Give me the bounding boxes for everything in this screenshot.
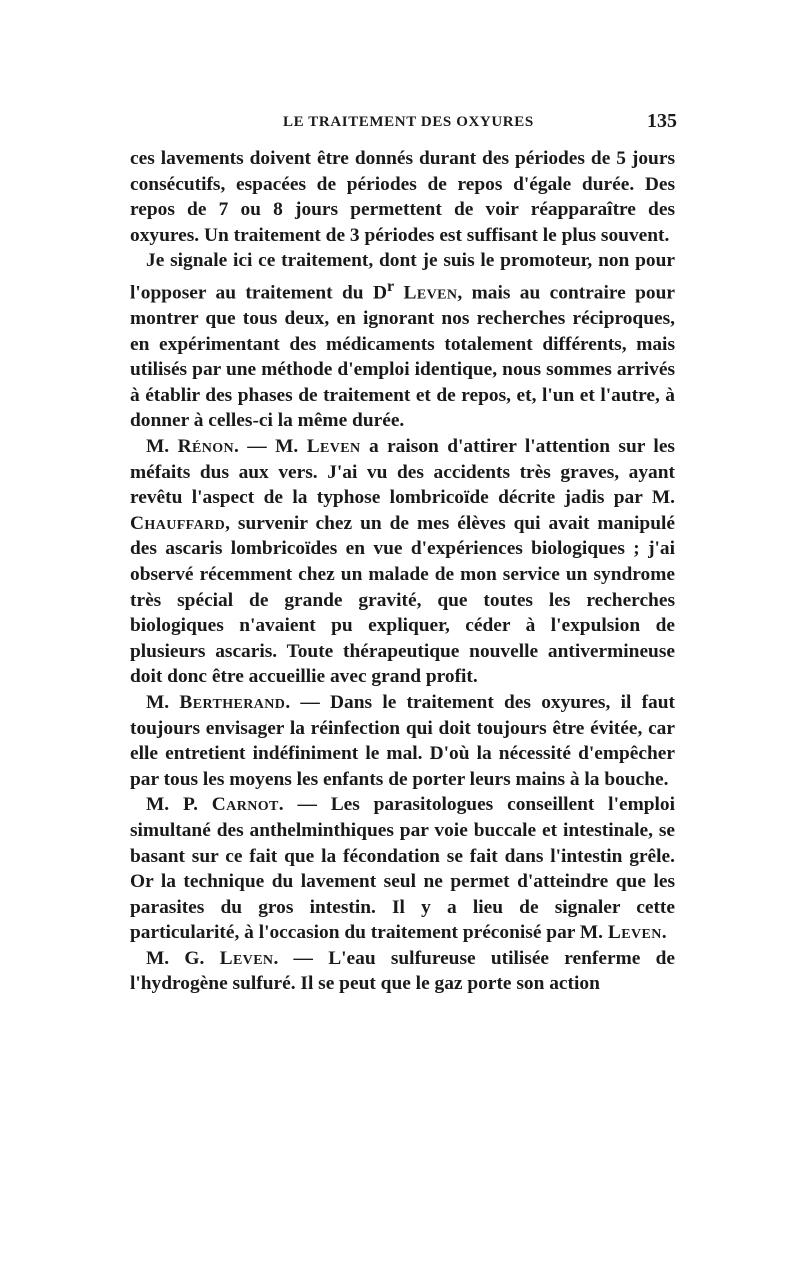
paragraph-6-text: . — L'eau sulfureuse utilisée renferme de l'hydrogène sulfuré. Il se peut que le gaz porte son action [130, 947, 675, 995]
paragraph-5-text-a: . — Les parasitologues conseillent l'emploi simultané des anthelminthiques par voie buccale et intestinale, se basant sur ce fait que la fécondation se fait dans l'intestin grêle. Or la technique du lavement seul ne permet d'atteindre que les parasites du gros intestin. Il y a lieu de signaler cette particularité, à l'occasion du traitement préconisé par M. [130, 794, 675, 944]
paragraph-6 [130, 946, 675, 997]
paragraph-2-text-a: Je signale ici ce traitement, dont je suis le promoteur, non pour l'opposer au traitement du D [130, 250, 675, 304]
running-title: LE TRAITEMENT DES OXYURES [283, 114, 534, 130]
paragraph-5-text-b: . [661, 922, 667, 944]
name-chauffard: Chauffard [130, 512, 226, 534]
paragraph-3-text-a: a raison d'attirer l'attention sur les méfaits dus aux vers. J'ai vu des accidents très graves, ayant revêtu l'aspect de la typhose lombricoïde décrite jadis par M. [130, 436, 675, 509]
doctor-abbrev-sup: r [386, 277, 395, 295]
paragraph-4-lead: M. [146, 691, 170, 713]
paragraph-3 [130, 434, 675, 690]
paragraph-6-lead: M. G. [146, 947, 205, 969]
body-text [130, 146, 675, 997]
paragraph-3-text-b: , survenir chez un de mes élèves qui avait manipulé des ascaris lombricoïdes en vue d'expériences biologiques ; j'ai observé récemment chez un malade de mon service un syndrome très spécial de grande gravité, que toutes les recherches biologiques n'avaient pu expliquer, céder à l'expulsion de plusieurs ascaris. Toute thérapeutique nouvelle antivermineuse doit donc être accueillie avec grand profit. [130, 512, 675, 688]
paragraph-5 [130, 792, 675, 946]
paragraph-2-text-b: , mais au contraire pour montrer que tous deux, en ignorant nos recherches réciproques, en expérimentant des médicaments totalement différents, mais utilisés par une méthode d'emploi identique, nous sommes arrivés à établir des phases de traitement et de repos, et, l'un et l'autre, à donner à celles-ci la même durée. [130, 282, 675, 432]
name-leven: Leven [306, 436, 361, 457]
paragraph-4 [130, 690, 675, 792]
speaker-leven: Leven [219, 947, 274, 969]
page-number: 135 [647, 110, 677, 132]
speaker-bertherand: Bertherand [179, 691, 286, 713]
speaker-carnot: Carnot [211, 794, 279, 816]
page-header [128, 110, 683, 140]
paragraph-3-sep: . — M. [234, 436, 299, 457]
speaker-renon: Rénon [177, 436, 235, 457]
paragraph-3-lead: M. [146, 436, 170, 457]
paragraph-2 [130, 248, 675, 434]
paragraph-1-text: ces lavements doivent être donnés durant des périodes de 5 jours consécutifs, espacées de périodes de repos d'égale durée. Des repos de 7 ou 8 jours permettent de voir réapparaître des oxyures. Un traitement de 3 périodes est suffisant le plus souvent. [130, 148, 675, 246]
paragraph-1 [130, 146, 675, 248]
name-leven: Leven [403, 282, 458, 304]
paragraph-5-lead: M. P. [146, 794, 198, 816]
name-leven: Leven [607, 922, 662, 944]
paragraph-4-text: . — Dans le traitement des oxyures, il faut toujours envisager la réinfection qui doit toujours être évitée, car elle entretient indéfiniment le mal. D'où la nécessité d'empêcher par tous les moyens les enfants de porter leurs mains à la bouche. [130, 691, 675, 790]
